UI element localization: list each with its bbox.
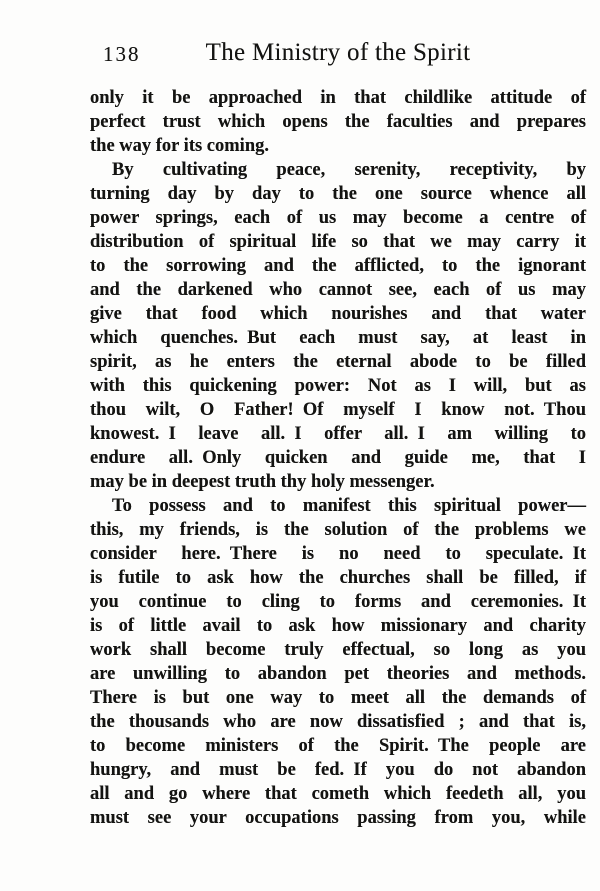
text-line: turning day by day to the one source whence all [90,184,586,204]
running-title: The Ministry of the Spirit [205,39,471,66]
text-line: work shall become truly effectual, so long as you [90,640,586,660]
text-line: and the darkened who cannot see, each of us may [90,280,586,300]
text-line: consider here. There is no need to speculate. It [90,544,586,564]
text-line: with this quickening power: Not as I will, but as [90,376,586,396]
text-line: must see your occupations passing from you, while [90,808,586,828]
text-line: There is but one way to meet all the demands of [90,688,586,708]
text-line: hungry, and must be fed. If you do not abandon [90,760,586,780]
page-number: 138 [103,42,141,66]
text-line: which quenches. But each must say, at least in [90,328,586,348]
text-line: the thousands who are now dissatisfied ; and that is, [90,712,586,732]
text-line: thou wilt, O Father! Of myself I know not. Thou [90,400,586,420]
text-line: To possess and to manifest this spiritual power— [112,496,586,516]
text-line: are unwilling to abandon pet theories and methods. [90,664,586,684]
text-line: to become ministers of the Spirit. The people are [90,736,586,756]
page-header [90,38,586,72]
text-line: you continue to cling to forms and ceremonies. It [90,592,586,612]
text-line: is of little avail to ask how missionary and charity [90,616,586,636]
text-line: power springs, each of us may become a centre of [90,208,586,228]
text-line: endure all. Only quicken and guide me, that I [90,448,586,468]
text-line: the way for its coming. [90,136,269,156]
text-line: is futile to ask how the churches shall be filled, if [90,568,586,588]
text-line: to the sorrowing and the afflicted, to the ignorant [90,256,586,276]
page-body [90,86,586,830]
text-line: this, my friends, is the solution of the problems we [90,520,586,540]
text-line: perfect trust which opens the faculties and prepares [90,112,586,132]
text-line: distribution of spiritual life so that we may carry it [90,232,586,252]
text-line: give that food which nourishes and that water [90,304,586,324]
text-line: may be in deepest truth thy holy messenger. [90,472,435,492]
text-line: By cultivating peace, serenity, receptivity, by [112,160,586,180]
text-line: knowest. I leave all. I offer all. I am willing to [90,424,586,444]
text-line: only it be approached in that childlike attitude of [90,88,586,108]
text-line: spirit, as he enters the eternal abode to be filled [90,352,586,372]
text-line: all and go where that cometh which feedeth all, you [90,784,586,804]
